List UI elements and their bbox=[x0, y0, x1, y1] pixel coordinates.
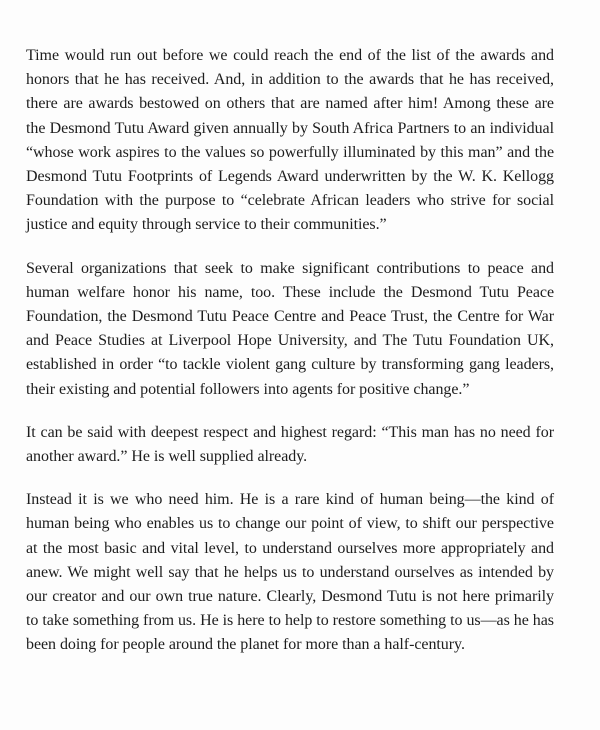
paragraph-respect-quote: It can be said with deepest respect and highest regard: “This man has no need for another award.” He is well supplied already. bbox=[26, 423, 554, 466]
paragraph-awards-list: Time would run out before we could reach the end of the list of the awards and honors that he has received. And, in addition to the awards that he has received, there are awards bestowed on others that are named after him! Among these are the Desmond Tutu Award given annually by South Africa Partners to an individual “whose work aspires to the values so powerfully illuminated by this man” and the Desmond Tutu Footprints of Legends Award underwritten by the W. K. Kellogg Foundation with the purpose to “celebrate African leaders who strive for social justice and equity through service to their communities.” bbox=[26, 47, 554, 234]
paragraph-organizations: Several organizations that seek to make significant contributions to peace and human welfare honor his name, too. These include the Desmond Tutu Peace Foundation, the Desmond Tutu Peace Centre and Peace Trust, the Centre for War and Peace Studies at Liverpool Hope University, and The Tutu Foundation UK, established in order “to tackle violent gang culture by transforming gang leaders, their existing and potential followers into agents for positive change.” bbox=[26, 259, 554, 398]
paragraph-rare-human: Instead it is we who need him. He is a rare kind of human being—the kind of human being who enables us to change our point of view, to shift our perspective at the most basic and vital level, to understand ourselves more appropriately and anew. We might well say that he helps us to understand ourselves as intended by our creator and our own true nature. Clearly, Desmond Tutu is not here primarily to take something from us. He is here to help to restore something to us—as he has been doing for people around the planet for more than a half-century. bbox=[26, 491, 554, 654]
